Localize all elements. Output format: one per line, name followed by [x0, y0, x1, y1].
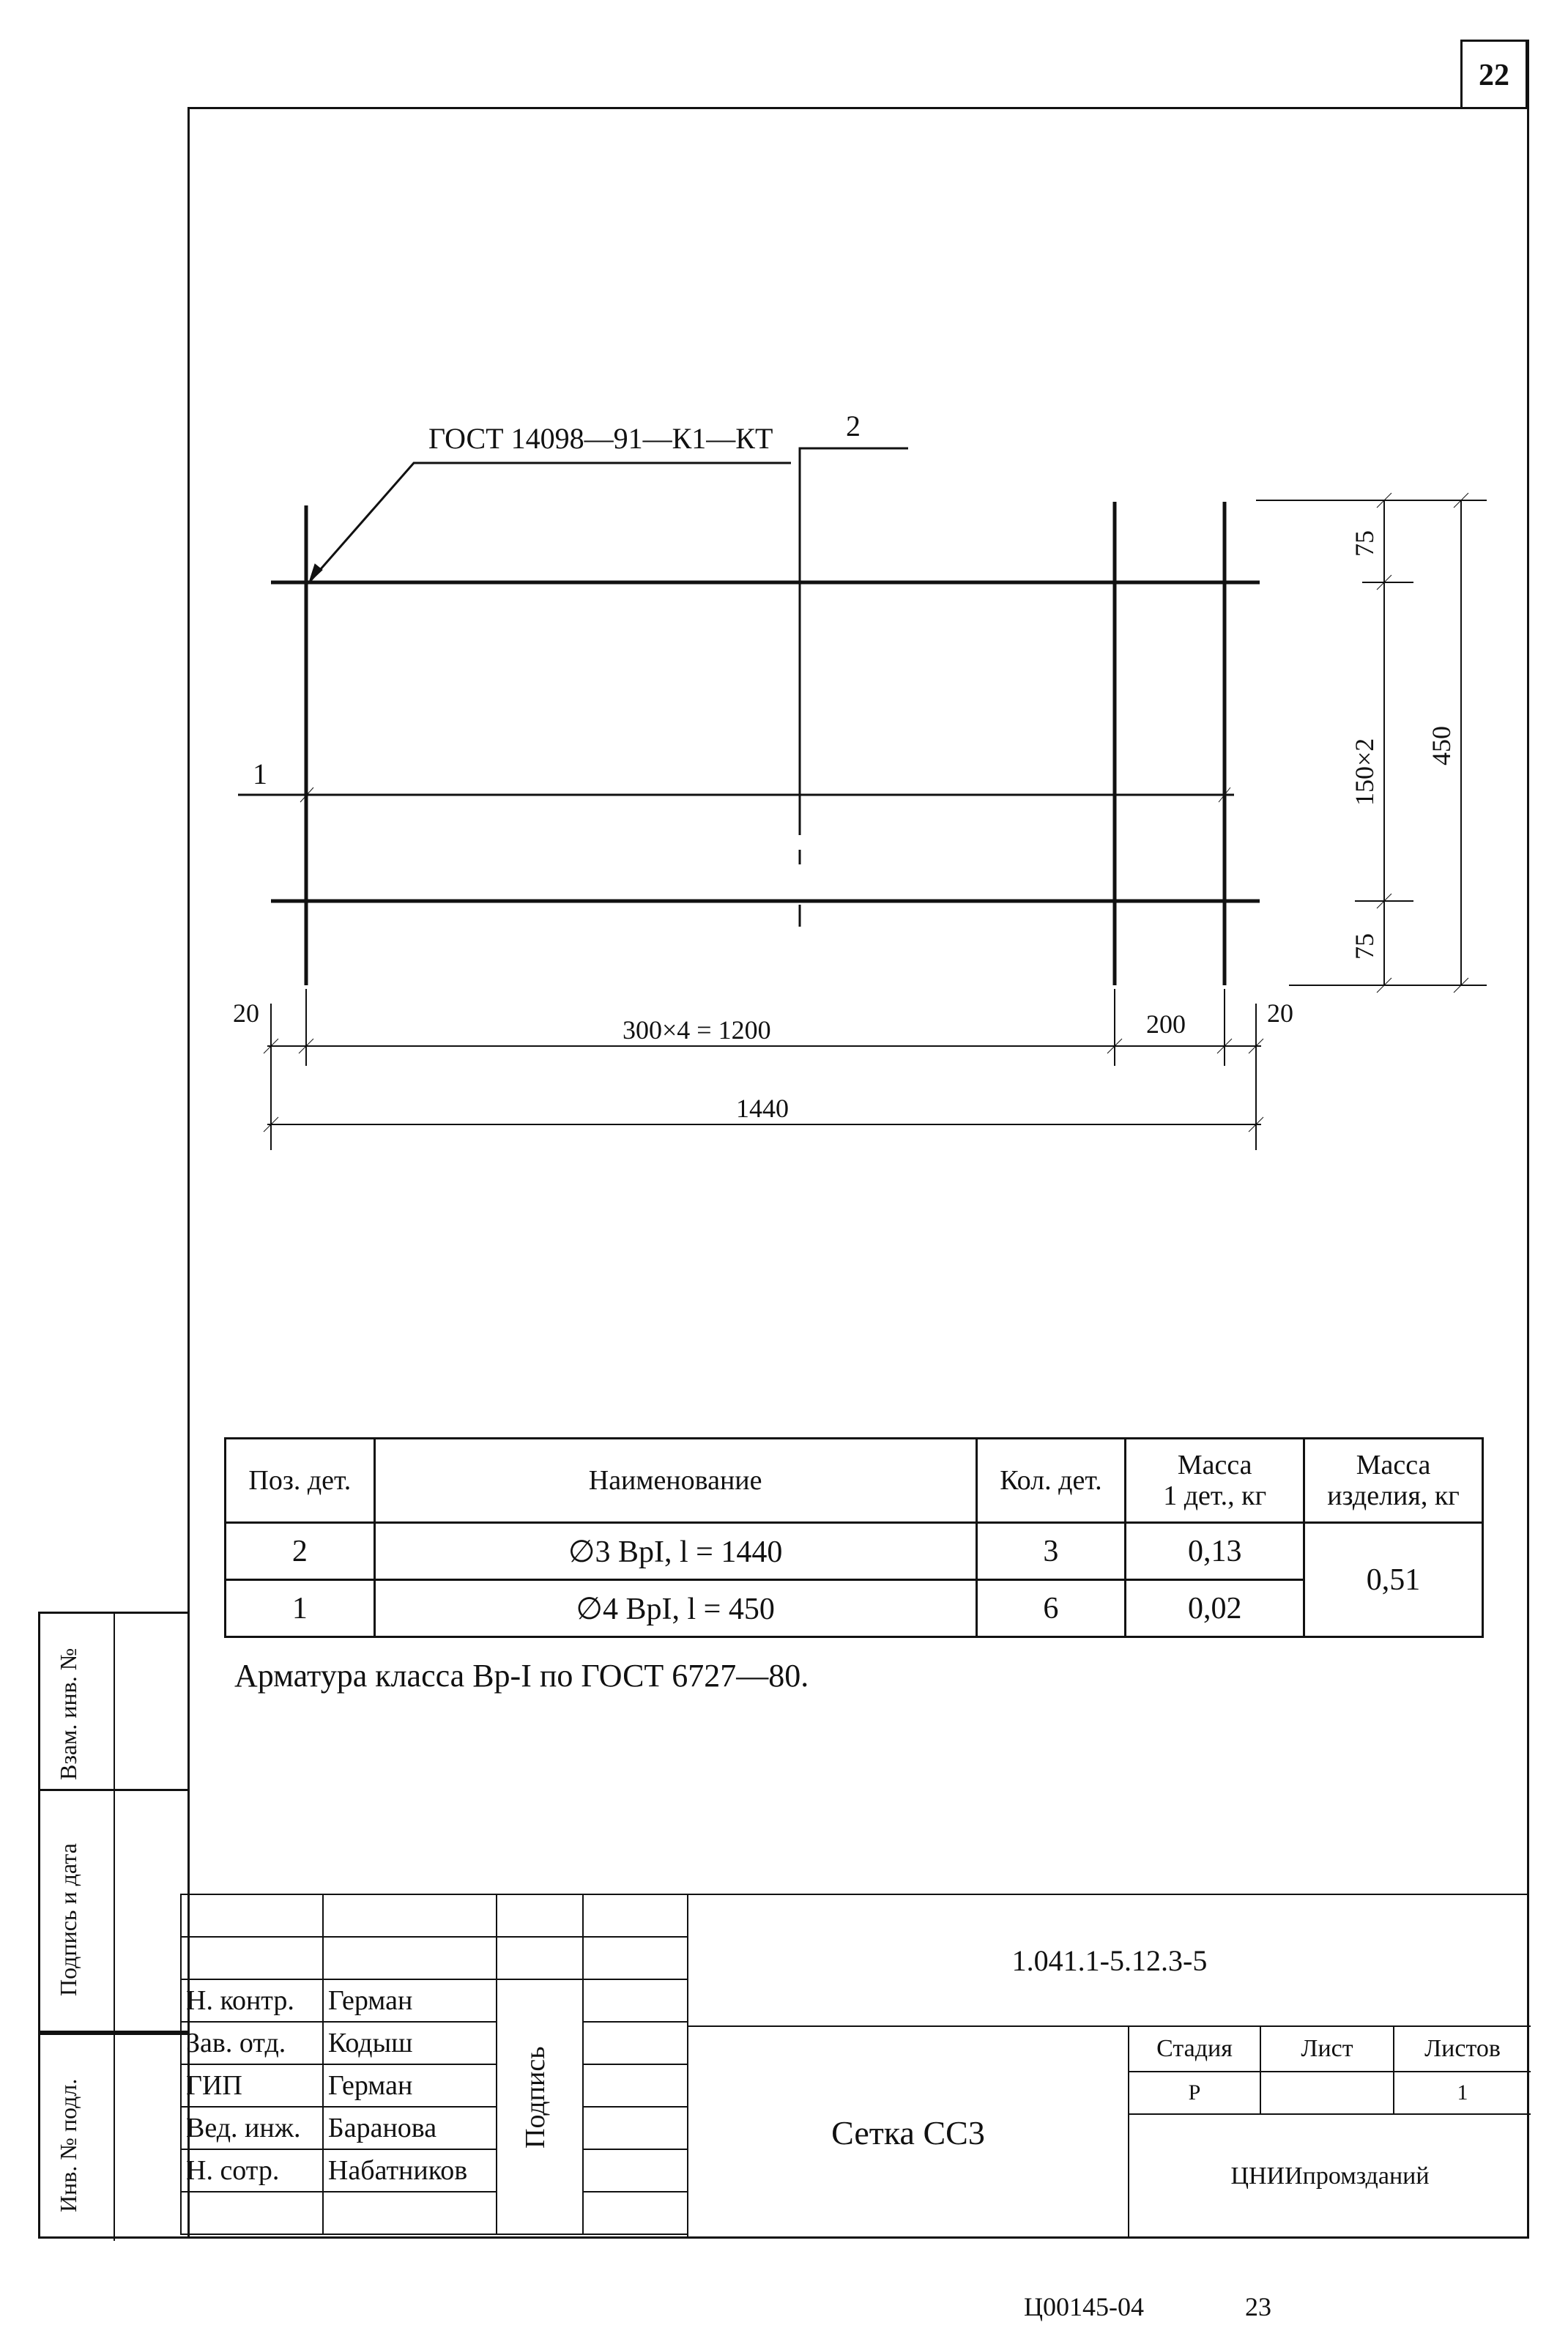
role-name: Герман: [323, 1979, 497, 2022]
dim-20-right: 20: [1267, 998, 1293, 1028]
product-mass: 0,51: [1304, 1523, 1483, 1637]
pos-1-label: 1: [253, 757, 267, 790]
side-label-inv: Инв. № подл.: [55, 2078, 81, 2212]
row-mass: 0,02: [1126, 1580, 1304, 1637]
dim-150x2: 150×2: [1350, 738, 1379, 806]
spec-table: [224, 1437, 1484, 1638]
row-pos: 1: [226, 1580, 375, 1637]
role-name: Кодыш: [323, 2022, 497, 2064]
role-name: Набатников: [323, 2149, 497, 2192]
row-name: ∅4 ВрI, l = 450: [374, 1580, 976, 1637]
dim-75-top: 75: [1350, 530, 1379, 557]
pos2-leader: [800, 448, 908, 505]
leader-line: [309, 463, 791, 582]
role-label: ГИП: [181, 2064, 323, 2107]
dim-300x4: 300×4 = 1200: [623, 1015, 771, 1045]
header-name: Наименование: [374, 1439, 976, 1523]
table-row: [226, 1580, 1483, 1637]
header-qty: Кол. дет.: [976, 1439, 1126, 1523]
role-name: Баранова: [323, 2107, 497, 2149]
header-mass-product: [1304, 1439, 1483, 1523]
sheet-number: 22: [1460, 40, 1528, 108]
sheet-value: [1261, 2072, 1393, 2113]
side-label-vzam: Взам. инв. №: [55, 1647, 81, 1780]
header-mass-one: [1126, 1439, 1304, 1523]
footer-code: Ц00145-04: [1024, 2292, 1144, 2321]
stage-header: Стадия: [1156, 2035, 1233, 2062]
header-mass-one-l1: Масса: [1177, 1450, 1252, 1480]
title-block-signatures: [180, 1894, 688, 2235]
role-label: Зав. отд.: [181, 2022, 323, 2064]
leader-note: ГОСТ 14098—91—К1—КТ: [428, 422, 773, 455]
stage-value: Р: [1188, 2080, 1201, 2105]
table-row: [226, 1523, 1483, 1580]
header-pos: Поз. дет.: [226, 1439, 375, 1523]
drawing-title: Сетка СС3: [831, 2114, 985, 2151]
header-mass-one-l2: 1 дет., кг: [1163, 1480, 1267, 1511]
row-qty: 6: [976, 1580, 1126, 1637]
signature-column: [497, 1979, 583, 2234]
organization: ЦНИИпромзданий: [1230, 2162, 1430, 2190]
designation: 1.041.1-5.12.3-5: [1011, 1944, 1208, 1977]
sheet-header: Лист: [1301, 2035, 1353, 2062]
row-qty: 3: [976, 1523, 1126, 1580]
row-pos: 2: [226, 1523, 375, 1580]
pos-2-label: 2: [846, 409, 861, 442]
title-block: [180, 1894, 1529, 2238]
sheets-header: Листов: [1424, 2035, 1501, 2062]
title-block-right: [687, 1894, 1529, 2238]
sheets-value: 1: [1457, 2080, 1468, 2105]
signature-label: Подпись: [520, 2046, 551, 2149]
dim-200: 200: [1146, 1009, 1186, 1039]
role-label: Н. сотр.: [181, 2149, 323, 2192]
header-mass-product-l1: Масса: [1356, 1450, 1431, 1480]
dim-450: 450: [1427, 726, 1456, 766]
role-label: Вед. инж.: [181, 2107, 323, 2149]
reinforcement-note: Арматура класса Вр-I по ГОСТ 6727—80.: [234, 1658, 809, 1694]
role-name: Герман: [323, 2064, 497, 2107]
dim-1440: 1440: [736, 1094, 789, 1123]
role-label: Н. контр.: [181, 1979, 323, 2022]
row-mass: 0,13: [1126, 1523, 1304, 1580]
dim-75-bottom: 75: [1350, 933, 1379, 960]
side-label-podpis: Подпись и дата: [55, 1843, 81, 1996]
row-name: ∅3 ВрI, l = 1440: [374, 1523, 976, 1580]
footer-page: 23: [1245, 2292, 1271, 2321]
header-mass-product-l2: изделия, кг: [1327, 1480, 1460, 1511]
dim-20-left: 20: [233, 998, 259, 1028]
